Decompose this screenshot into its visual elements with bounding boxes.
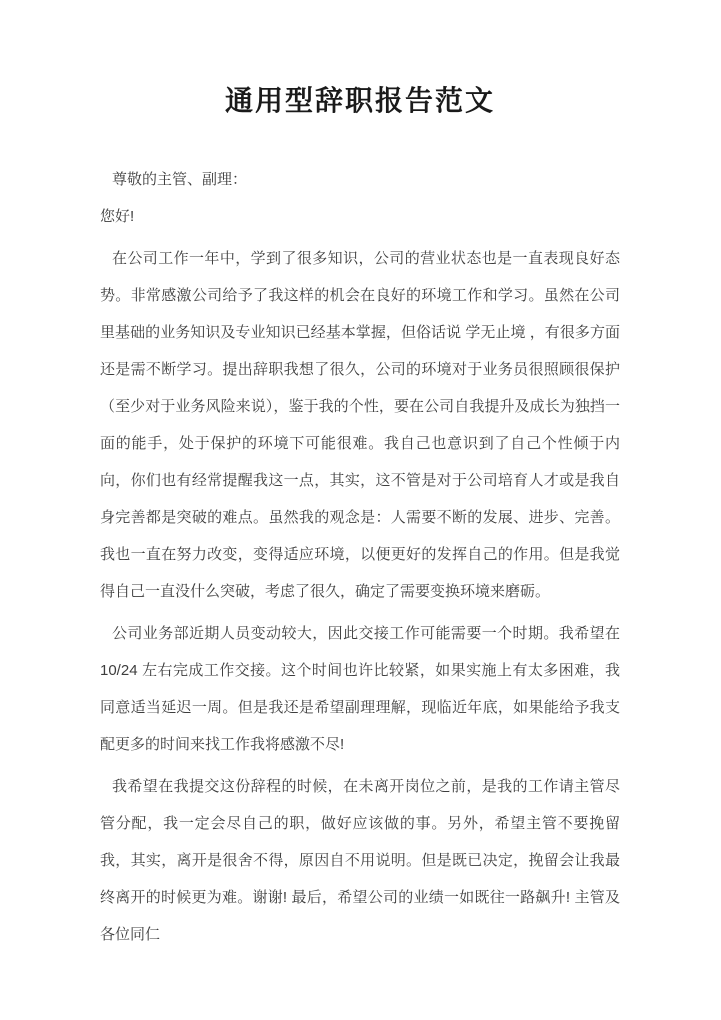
body-paragraph: 在公司工作一年中，学到了很多知识，公司的营业状态也是一直表现良好态势。非常感激公司给予了我这样的机会在良好的环境工作和学习。虽然在公司里基础的业务知识及专业知识已经基本掌握，但俗话说 学无止境 ，有很多方面还是需不断学习。提出辞职我想了很久，公司的环境对于业务员很照顾很保护（至少对于业务风险来说），鉴于我的个性，要在公司自我提升及成长为独挡一面的能手，处于保护的环境下可能很难。我自己也意识到了自己个性倾于内向，你们也有经常提醒我这一点，其实，这不管是对于公司培育人才或是我自身完善都是突破的难点。虽然我的观念是：人需要不断的发展、进步、完善。我也一直在努力改变，变得适应环境，以便更好的发挥自己的作用。但是我觉得自己一直没什么突破，考虑了很久，确定了需要变换环境来磨砺。 <box>100 250 620 600</box>
salutation-line: 尊敬的主管、副理： <box>112 171 248 188</box>
document-title: 通用型辞职报告范文 <box>224 86 495 117</box>
greeting-line: 您好! <box>100 208 135 225</box>
body-paragraph: 公司业务部近期人员变动较大，因此交接工作可能需要一个时期。我希望在10/24 左右完成工作交接。这个时间也许比较紧，如果实施上有太多困难，我同意适当延迟一周。但是我还是希望副理理解，现临近年底，如果能给予我支配更多的时间来找工作我将感激不尽! <box>100 625 620 753</box>
body-paragraph: 我希望在我提交这份辞程的时候，在未离开岗位之前，是我的工作请主管尽管分配，我一定会尽自己的职，做好应该做的事。另外，希望主管不要挽留我，其实，离开是很舍不得，原因自不用说明。但是既已决定，挽留会让我最终离开的时候更为难。谢谢! 最后，希望公司的业绩一如既往一路飙升! 主管及各位同仁 <box>100 778 620 943</box>
